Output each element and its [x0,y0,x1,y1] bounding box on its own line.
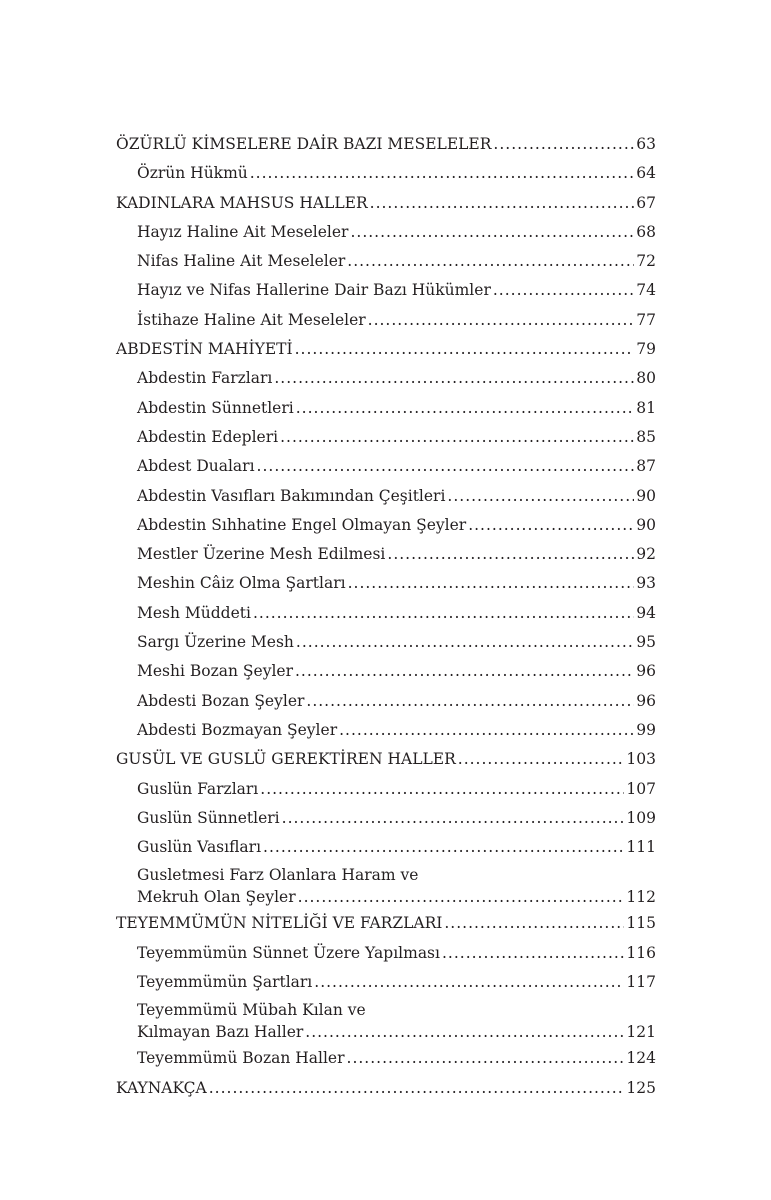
dot-leader [314,968,624,997]
toc-title-line2-row [137,887,656,909]
toc-entry [116,423,656,452]
toc-entry [116,540,656,569]
toc-title: Özrün Hükmü [137,164,248,183]
dot-leader [253,599,634,628]
toc-title-line2: Kılmayan Bazı Haller [137,1022,304,1041]
toc-page-number: 94 [636,603,656,622]
toc-title: Guslün Farzları [137,779,259,798]
toc-page-number: 111 [626,838,656,857]
toc-page-number: 121 [626,1022,656,1041]
dot-leader [260,775,624,804]
toc-entry [116,909,656,938]
toc-entry [116,247,656,276]
toc-page-number: 92 [636,545,656,564]
dot-leader [348,569,635,598]
toc-page-number: 112 [626,887,656,906]
dot-leader [493,276,634,305]
toc-title: İstihaze Haline Ait Meseleler [137,310,366,329]
toc-page-number: 115 [626,914,656,933]
dot-leader [347,247,634,276]
toc-entry [116,452,656,481]
toc-title: Guslün Vasıfları [137,838,262,857]
toc-entry [116,306,656,335]
toc-title: Guslün Sünnetleri [137,808,280,827]
toc-entry [116,394,656,423]
dot-leader [387,540,634,569]
toc-page-number: 96 [636,662,656,681]
toc-page-number: 125 [626,1078,656,1097]
toc-entry [116,1000,656,1044]
dot-leader [306,687,634,716]
toc-entry [116,804,656,833]
toc-entry [116,775,656,804]
toc-page-number: 68 [636,222,656,241]
dot-leader [274,364,634,393]
dot-leader [280,423,634,452]
dot-leader [250,159,635,188]
toc-entry [116,218,656,247]
toc-title: KADINLARA MAHSUS HALLER [116,193,368,212]
toc-title: Abdest Duaları [137,457,255,476]
dot-leader [347,1044,625,1073]
toc-page-number: 85 [636,427,656,446]
toc-page-number: 117 [626,973,656,992]
dot-leader [339,716,634,745]
toc-title-line1: Teyemmümü Mübah Kılan ve [137,1001,366,1020]
toc-title: Hayız Haline Ait Meseleler [137,222,349,241]
toc-title-line2: Mekruh Olan Şeyler [137,887,296,906]
dot-leader [370,189,635,218]
toc-title: Mestler Üzerine Mesh Edilmesi [137,545,386,564]
toc-entry [116,511,656,540]
toc-page-number: 109 [626,808,656,827]
toc-page-number: 90 [636,515,656,534]
dot-leader [368,306,635,335]
toc-title: GUSÜL VE GUSLÜ GEREKTİREN HALLER [116,750,456,769]
dot-leader [257,452,635,481]
toc-title: Teyemmümün Şartları [137,973,313,992]
dot-leader [298,887,625,909]
toc-page-number: 124 [626,1049,656,1068]
dot-leader [442,939,624,968]
toc-entry [116,130,656,159]
toc-page-number: 63 [636,135,656,153]
toc-entry [116,1074,656,1103]
toc-title: Teyemmümü Bozan Haller [137,1049,345,1068]
toc-entry [116,657,656,686]
toc-title: Abdestin Vasıfları Bakımından Çeşitleri [137,486,446,505]
toc-title: KAYNAKÇA [116,1078,207,1097]
toc-title: Abdestin Sünnetleri [137,398,294,417]
toc-page-number: 95 [636,633,656,652]
dot-leader [209,1074,625,1103]
toc-entry [116,865,656,909]
toc-title-line2-row [137,1022,656,1044]
dot-leader [447,482,634,511]
toc-page-number: 64 [636,164,656,183]
toc-page-number: 72 [636,252,656,271]
toc-title: Meshi Bozan Şeyler [137,662,293,681]
toc-page-number: 81 [636,398,656,417]
dot-leader [305,1022,624,1044]
toc-entry [116,687,656,716]
toc-title: Abdestin Edepleri [137,427,279,446]
toc-page-number: 116 [626,943,656,962]
toc-page-number: 99 [636,720,656,739]
toc-page-number: 87 [636,457,656,476]
toc-entry [116,968,656,997]
dot-leader [444,909,624,938]
toc-page-number: 80 [636,369,656,388]
toc-page-number: 96 [636,691,656,710]
toc-entry [116,628,656,657]
dot-leader [263,833,624,862]
dot-leader [458,745,625,774]
toc-title: Abdestin Farzları [137,369,273,388]
toc-title: Mesh Müddeti [137,603,251,622]
toc-page-number: 79 [636,340,656,359]
dot-leader [296,394,635,423]
toc-entry [116,189,656,218]
toc-page-number: 74 [636,281,656,300]
toc-title: Abdestin Sıhhatine Engel Olmayan Şeyler [137,515,467,534]
toc-entry [116,1044,656,1073]
toc-page-number: 107 [626,779,656,798]
toc-title: Nifas Haline Ait Meseleler [137,252,346,271]
dot-leader [282,804,625,833]
toc-entry [116,159,656,188]
toc-title: Abdesti Bozan Şeyler [137,691,305,710]
toc-title: Meshin Câiz Olma Şartları [137,574,346,593]
toc-entry [116,939,656,968]
toc-page-number: 90 [636,486,656,505]
toc-entry [116,276,656,305]
table-of-contents [116,130,656,1103]
toc-title: Hayız ve Nifas Hallerine Dair Bazı Hükümler [137,281,491,300]
toc-entry [116,599,656,628]
toc-entry [116,745,656,774]
toc-title: TEYEMMÜMÜN NİTELİĞİ VE FARZLARI [116,914,443,933]
toc-title: Teyemmümün Sünnet Üzere Yapılması [137,943,440,962]
toc-page-number: 67 [636,193,656,212]
toc-entry [116,833,656,862]
toc-entry [116,335,656,364]
toc-title: ABDESTİN MAHİYETİ [116,340,293,359]
dot-leader [295,335,635,364]
toc-title-line1: Gusletmesi Farz Olanlara Haram ve [137,866,419,885]
toc-page-number: 77 [636,310,656,329]
toc-page-number: 93 [636,574,656,593]
toc-title: ÖZÜRLÜ KİMSELERE DAİR BAZI MESELELER [116,135,492,153]
dot-leader [296,628,634,657]
dot-leader [468,511,634,540]
dot-leader [350,218,634,247]
toc-entry [116,364,656,393]
toc-entry [116,716,656,745]
toc-page-number: 103 [626,750,656,769]
dot-leader [493,130,634,159]
toc-title: Abdesti Bozmayan Şeyler [137,720,338,739]
toc-entry [116,482,656,511]
toc-title: Sargı Üzerine Mesh [137,633,294,652]
toc-entry [116,569,656,598]
dot-leader [295,657,634,686]
